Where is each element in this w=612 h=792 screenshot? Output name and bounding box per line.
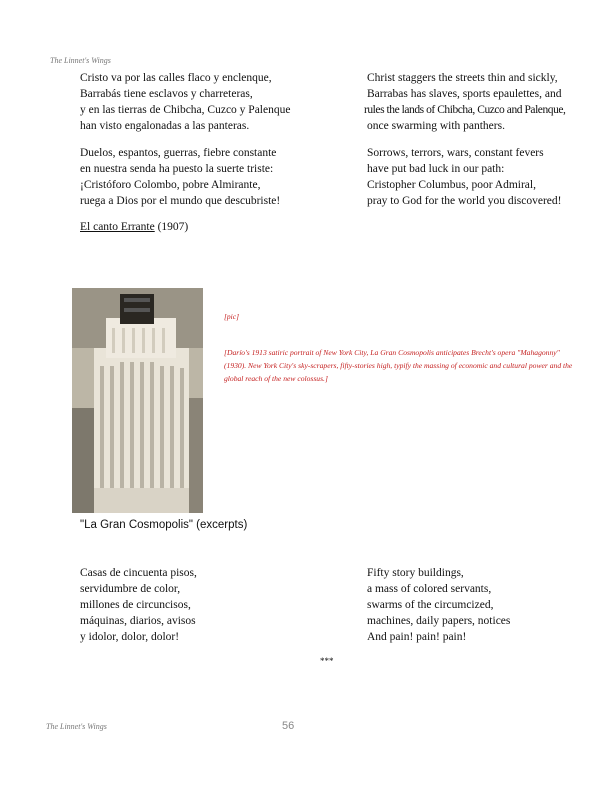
page-number: 56 <box>282 720 295 732</box>
verse-line: Cristo va por las calles flaco y enclenque, <box>80 72 272 84</box>
verse-line: Cristopher Columbus, poor Admiral, <box>367 179 536 191</box>
poem-title: "La Gran Cosmopolis" (excerpts) <box>80 519 248 531</box>
skyscraper-illustration <box>72 288 203 513</box>
verse-line: machines, daily papers, notices <box>367 615 511 627</box>
verse-line: have put bad luck in our path: <box>367 163 505 175</box>
verse-line: han visto engalonadas a las panteras. <box>80 120 250 132</box>
verse-line: Sorrows, terrors, wars, constant fevers <box>367 147 544 159</box>
running-header: The Linnet's Wings <box>50 56 111 65</box>
verse-line: millones de circuncisos, <box>80 599 191 611</box>
verse-line: Barrabas has slaves, sports epaulettes, and <box>367 88 562 100</box>
source-work-title: El canto Errante <box>80 221 155 233</box>
stanza-2-english <box>367 145 562 209</box>
source-credit <box>80 221 188 233</box>
verse-line: máquinas, diarios, avisos <box>80 615 196 627</box>
verse-line: Barrabás tiene esclavos y charreteras, <box>80 88 253 100</box>
section-separator: *** <box>320 656 334 666</box>
verse-line: servidumbre de color, <box>80 583 181 595</box>
verse-line: Casas de cincuenta pisos, <box>80 567 197 579</box>
editorial-note: [Darío's 1913 satiric portrait of New York City, La Gran Cosmopolis anticipates Brecht's opera "Mahagonny" (1930). New York City's sky-scrapers, fifty-stories high, typify the massing of economic and cultural power and the global reach of the new colossus.] <box>224 348 573 383</box>
source-year: (1907) <box>157 221 189 233</box>
verse-line: swarms of the circumcized, <box>367 599 494 611</box>
verse-line: ruega a Dios por el mundo que descubriste! <box>80 195 281 207</box>
verse-line: ¡Cristóforo Colombo, pobre Almirante, <box>80 179 261 191</box>
verse-line: rules the lands of Chibcha, Cuzco and Palenque, <box>364 104 566 116</box>
verse-line: Fifty story buildings, <box>367 567 464 579</box>
stanza-1-spanish <box>80 70 290 134</box>
verse-line: Duelos, espantos, guerras, fiebre constante <box>80 147 277 159</box>
running-footer: The Linnet's Wings <box>46 722 107 731</box>
verse-line: pray to God for the world you discovered! <box>367 195 562 207</box>
verse-line: a mass of colored servants, <box>367 583 492 595</box>
verse-line: once swarming with panthers. <box>367 120 505 132</box>
verse-line: Christ staggers the streets thin and sickly, <box>367 72 558 84</box>
image-placeholder-label: [pic] <box>224 312 239 321</box>
stanza-1-english <box>364 70 566 134</box>
verse-line: y idolor, dolor, dolor! <box>80 631 180 643</box>
stanza-3-spanish <box>80 565 197 645</box>
stanza-3-english <box>367 565 510 645</box>
verse-line: en nuestra senda ha puesto la suerte triste: <box>80 163 274 175</box>
stanza-2-spanish <box>80 145 280 209</box>
verse-line: And pain! pain! pain! <box>367 631 467 643</box>
skyscraper-photo <box>72 288 203 513</box>
verse-line: y en las tierras de Chibcha, Cuzco y Palenque <box>80 104 291 116</box>
